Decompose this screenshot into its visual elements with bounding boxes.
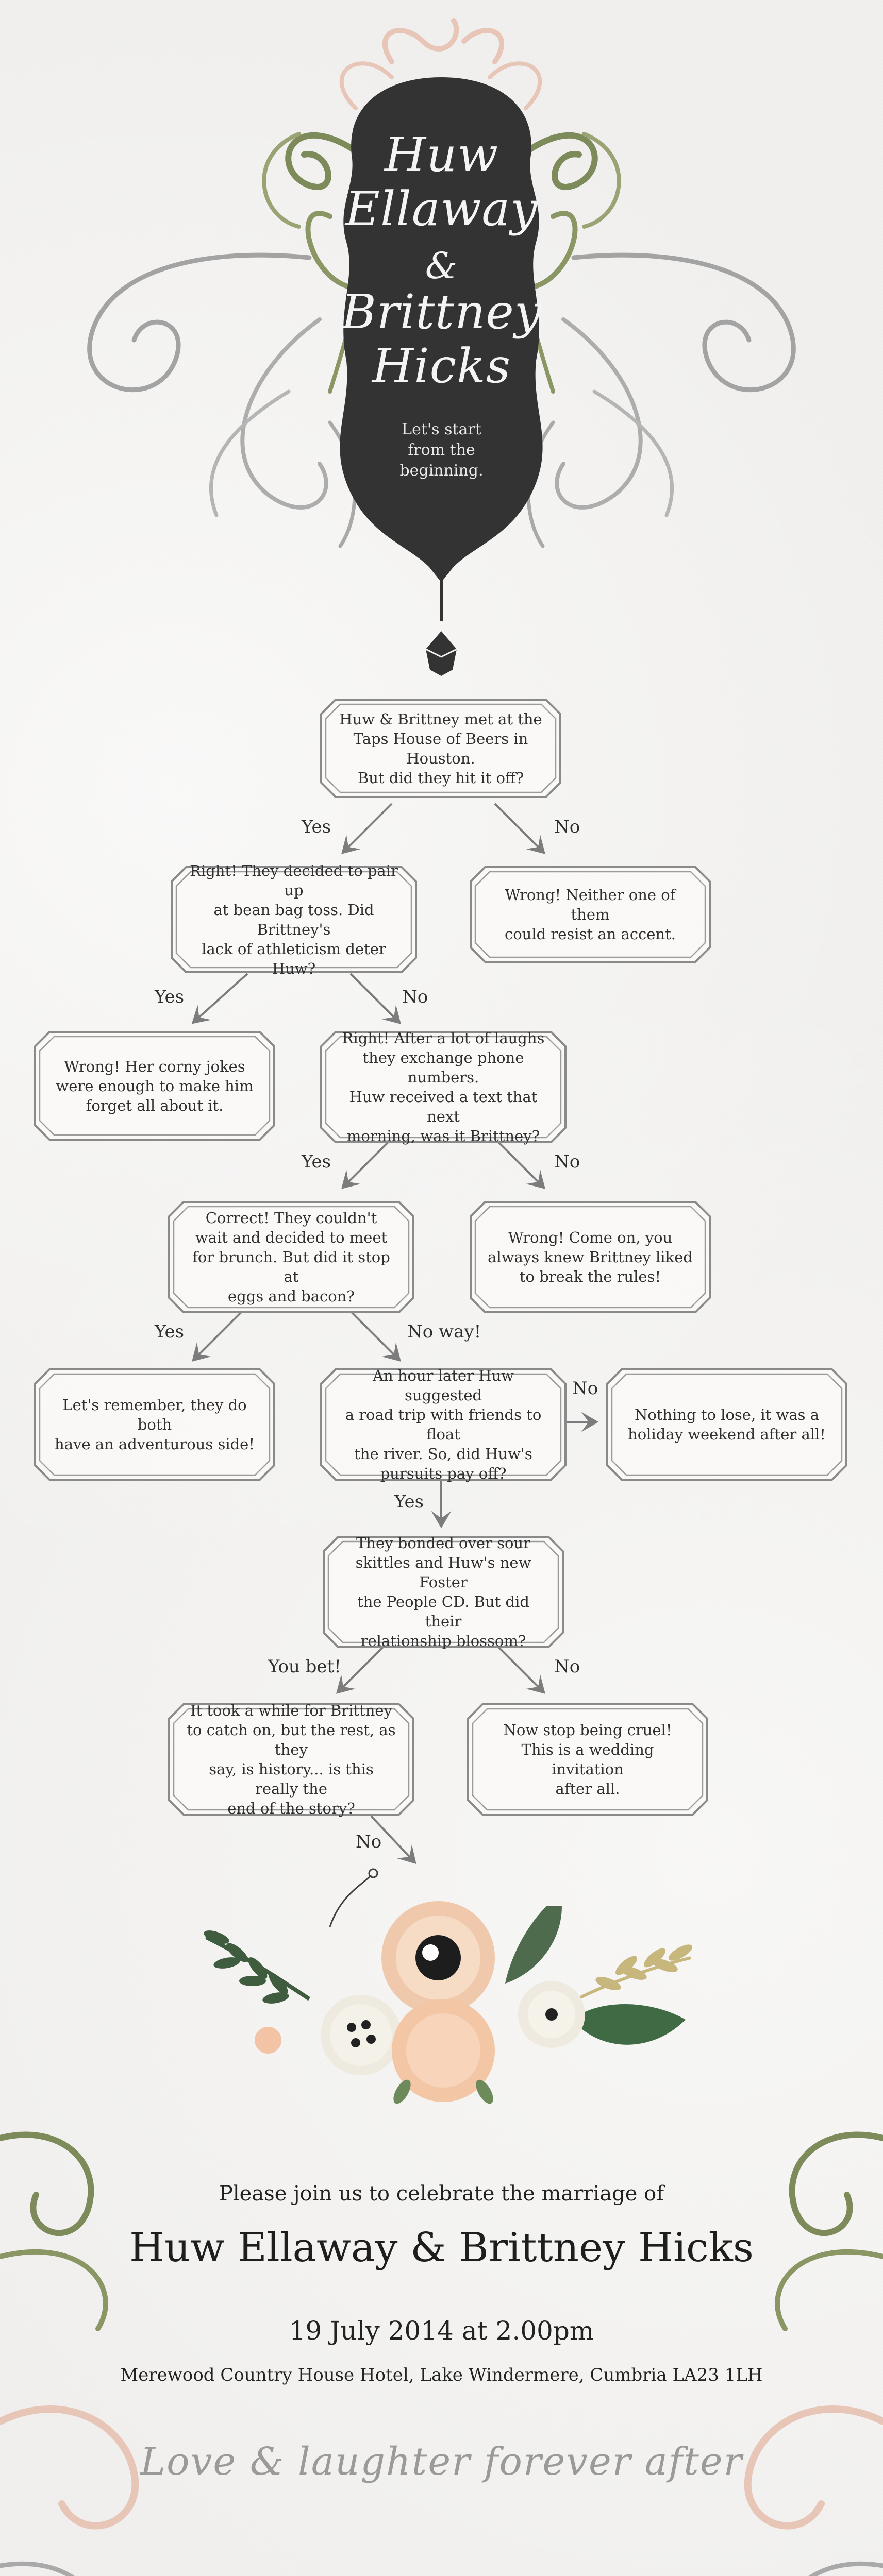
flow-box-text <box>188 861 400 978</box>
flow-box-line: They bonded over sour <box>356 1534 530 1552</box>
flow-box-1 <box>320 698 562 799</box>
title-subtitle-3: beginning. <box>399 462 484 480</box>
flow-box-line: were enough to make him <box>56 1077 254 1095</box>
flow-box-line: lack of athleticism deter Huw? <box>202 940 386 977</box>
invitation-venue: Merewood Country House Hotel, Lake Windermere, Cumbria LA23 1LH <box>120 2365 763 2385</box>
flow-box-line: after all. <box>555 1780 620 1798</box>
flow-box-line: holiday weekend after all! <box>628 1426 826 1443</box>
flow-box-line: Taps House of Beers in Houston. <box>353 730 528 767</box>
flow-box-3 <box>469 866 711 963</box>
title-name-4: Hicks <box>372 338 511 394</box>
label-no-3: No <box>554 1151 580 1172</box>
flow-box-line: wait and decided to meet <box>195 1229 388 1246</box>
flow-box-line: always knew Brittney liked <box>488 1248 693 1266</box>
label-you-bet: You bet! <box>268 1656 341 1677</box>
label-yes-3: Yes <box>302 1151 331 1172</box>
flow-box-9 <box>320 1368 567 1481</box>
invitation-intro: Please join us to celebrate the marriage of <box>219 2182 664 2206</box>
flow-box-text <box>628 1405 826 1444</box>
flow-box-line: Wrong! Her corny jokes <box>64 1057 245 1075</box>
flow-box-line: Let's remember, they do both <box>62 1396 247 1433</box>
flow-box-line: at bean bag toss. Did Brittney's <box>213 901 374 938</box>
label-yes-5: Yes <box>394 1492 424 1512</box>
label-yes-1: Yes <box>302 817 331 837</box>
flow-box-text <box>56 1057 253 1115</box>
title-name-3: Brittney <box>341 284 542 340</box>
flow-box-text <box>488 1228 693 1286</box>
label-yes-2: Yes <box>155 987 185 1007</box>
flow-box-line: Now stop being cruel! <box>503 1721 672 1739</box>
flow-box-2 <box>170 862 418 977</box>
flow-box-text <box>487 885 694 944</box>
invitation-names: Huw Ellaway & Brittney Hicks <box>129 2225 754 2271</box>
flow-box-line: But did they hit it off? <box>357 769 524 787</box>
flow-box-line: to catch on, but the rest, as they <box>187 1721 396 1758</box>
flow-box-line: Nothing to lose, it was a <box>634 1406 820 1423</box>
title-name-1: Huw <box>384 127 499 182</box>
flow-box-line: the People CD. But did their <box>357 1593 529 1630</box>
title-name-2: Ellaway <box>345 181 538 236</box>
flow-box-line: Huw & Brittney met at the <box>339 710 542 728</box>
flow-box-line: could resist an accent. <box>504 925 676 943</box>
label-no-2: No <box>402 987 428 1007</box>
flow-box-line: Huw received a text that next <box>349 1088 538 1125</box>
flow-box-8 <box>34 1368 276 1481</box>
flow-box-line: end of the story? <box>227 1800 355 1817</box>
label-no-4: No <box>572 1378 598 1399</box>
flow-box-10 <box>606 1368 848 1481</box>
flow-box-text <box>185 1701 397 1818</box>
flow-box-6 <box>168 1200 415 1314</box>
flow-box-line: have an adventurous side! <box>55 1435 255 1453</box>
flow-box-11 <box>322 1535 564 1649</box>
flow-box-line: for brunch. But did it stop at <box>192 1248 390 1285</box>
flow-box-text <box>337 709 544 788</box>
flow-box-line: eggs and bacon? <box>228 1287 355 1305</box>
label-yes-4: Yes <box>155 1321 185 1342</box>
flow-box-text <box>337 1366 549 1483</box>
flow-box-line: pursuits pay off? <box>380 1465 507 1482</box>
flow-box-12 <box>168 1703 415 1816</box>
flow-box-line: a road trip with friends to float <box>345 1406 542 1443</box>
invitation-datetime: 19 July 2014 at 2.00pm <box>289 2316 594 2346</box>
flow-box-line: the river. So, did Huw's <box>354 1445 532 1463</box>
invitation-tagline: Love & laughter forever after <box>140 2439 743 2484</box>
flow-box-line: Correct! They couldn't <box>205 1209 377 1227</box>
flow-box-line: say, is history... is this really the <box>209 1760 374 1798</box>
flow-box-text <box>340 1533 547 1651</box>
flow-box-line: relationship blossom? <box>360 1632 526 1650</box>
flow-box-line: morning, was it Brittney? <box>346 1127 540 1145</box>
flow-box-text <box>484 1720 691 1799</box>
flow-box-13 <box>467 1703 709 1816</box>
flow-box-line: An hour later Huw suggested <box>373 1367 514 1404</box>
flow-box-line: Wrong! Come on, you <box>508 1229 673 1246</box>
flow-box-text <box>185 1208 397 1306</box>
label-no-1: No <box>554 817 580 837</box>
flow-box-line: to break the rules! <box>519 1268 661 1285</box>
title-subtitle-1: Let's start <box>402 420 481 438</box>
flow-box-line: Right! They decided to pair up <box>190 862 398 899</box>
flow-box-text <box>51 1395 258 1454</box>
label-no-way: No way! <box>407 1321 481 1342</box>
flow-box-text <box>337 1028 549 1146</box>
label-no-5: No <box>554 1656 580 1677</box>
floral-bouquet-ornament <box>202 1869 694 2107</box>
flow-box-line: they exchange phone numbers. <box>362 1049 524 1086</box>
label-no-6: No <box>356 1832 382 1852</box>
flow-box-line: This is a wedding invitation <box>521 1741 654 1778</box>
flow-box-line: skittles and Huw's new Foster <box>355 1554 531 1591</box>
flow-box-7 <box>469 1200 711 1314</box>
flow-box-line: forget all about it. <box>86 1096 224 1114</box>
flow-box-line: Wrong! Neither one of them <box>505 886 676 923</box>
flow-box-5 <box>320 1030 567 1144</box>
flow-box-line: Right! After a lot of laughs <box>342 1029 545 1047</box>
flow-box-line: It took a while for Brittney <box>190 1702 392 1719</box>
title-ampersand: & <box>425 245 458 287</box>
badge-drop-icon <box>426 631 457 676</box>
flow-box-4 <box>34 1030 276 1141</box>
title-subtitle-2: from the <box>408 441 475 459</box>
